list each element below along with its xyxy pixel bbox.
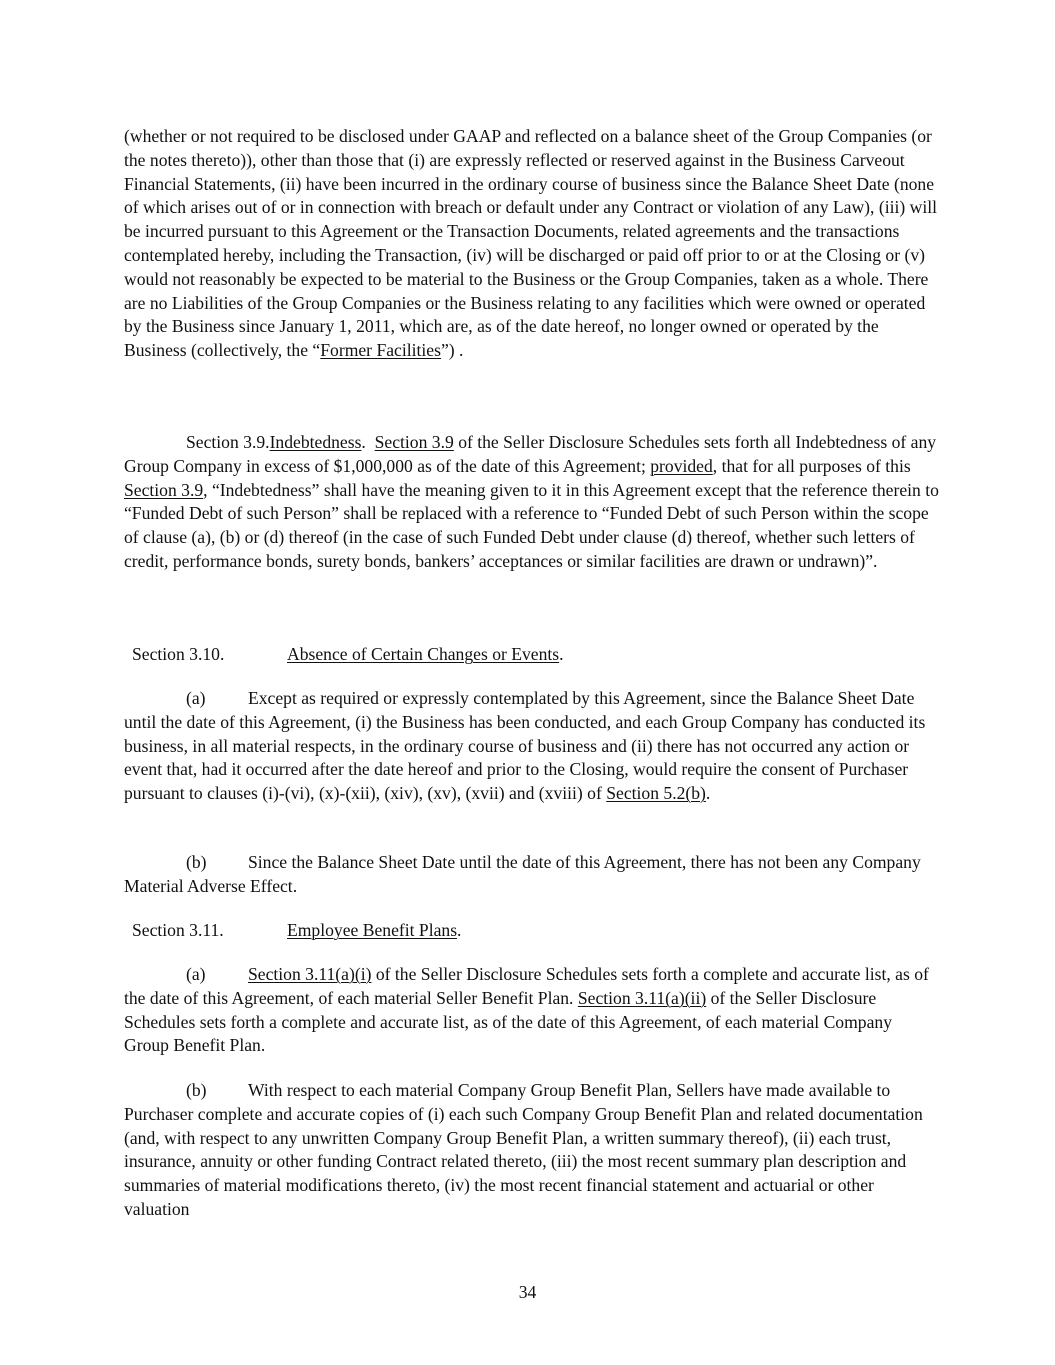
section-3-11-heading: Section 3.11. Employee Benefit Plans.	[132, 920, 462, 940]
section-3-9-title: Indebtedness	[269, 432, 362, 452]
paragraph-liabilities-continued: (whether or not required to be disclosed under GAAP and reflected on a balance sheet of the Group Companies (or the notes thereto)), other than those that (i) are expressly reflected or reserved against in the Business Carveout Financial Statements, (ii) have been incurred in the ordinary course of business since the Balance Sheet Date (none of which arises out of or in connection with breach or default under any Contract or violation of any Law), (iii) will be incurred pursuant to this Agreement or the Transaction Documents, related agreements and the transactions contemplated hereby, including the Transaction, (iv) will be discharged or paid off prior to or at the Closing or (v) would not reasonably be expected to be material to the Business or the Group Companies, taken as a whole. There are no Liabilities of the Group Companies or the Business relating to any facilities which were owned or operated by the Business since January 1, 2011, which are, as of the date hereof, no longer owned or operated by the Business (collectively, the “Former Facilities”) .	[124, 126, 937, 361]
provided-term: provided	[650, 455, 713, 476]
section-3-10-number: Section 3.10.	[132, 644, 225, 664]
defined-term-former-facilities: Former Facilities	[320, 340, 441, 361]
section-3-11-title: Employee Benefit Plans	[287, 920, 458, 940]
section-3-10-title: Absence of Certain Changes or Events	[287, 644, 560, 664]
section-3-11-b-paragraph: (b) With respect to each material Company Group Benefit Plan, Sellers have made available to Purchaser complete and accurate copies of (i) each such Company Group Benefit Plan and related documentation (and, with respect to any unwritten Company Group Benefit Plan, a written summary thereof), (ii) each trust, insurance, annuity or other funding Contract related thereto, (iii) the most recent summary plan description and summaries of material modifications thereto, (iv) the most recent financial statement and actuarial or other valuation	[124, 1080, 923, 1219]
clause-label: (a)	[186, 688, 206, 708]
section-ref: Section 5.2(b)	[606, 783, 706, 804]
clause-label: (b)	[186, 852, 207, 872]
clause-label: (b)	[186, 1080, 207, 1100]
section-3-9-paragraph: Section 3.9.Indebtedness. Section 3.9 of the Seller Disclosure Schedules sets forth all Indebtedness of any Group Company in excess of $1,000,000 as of the date of this Agreement; provided, that for all purposes of this Section 3.9, “Indebtedness” shall have the meaning given to it in this Agreement except that the reference therein to “Funded Debt of such Person” shall be replaced with a reference to “Funded Debt of such Person within the scope of clause (a), (b) or (d) thereof (in the case of such Funded Debt under clause (d) thereof, whether such letters of credit, performance bonds, surety bonds, bankers’ acceptances or similar facilities are drawn or undrawn)”.	[124, 432, 939, 571]
section-ref: Section 3.11(a)(i)	[248, 964, 372, 984]
page-number: 34	[518, 1282, 537, 1302]
section-3-10-heading: Section 3.10. Absence of Certain Changes or Events.	[132, 644, 564, 664]
section-ref: Section 3.9	[374, 432, 454, 452]
section-ref: Section 3.11(a)(ii)	[577, 987, 707, 1008]
section-3-10-b-paragraph: (b) Since the Balance Sheet Date until the date of this Agreement, there has not been any Company Material Adverse Effect.	[124, 852, 921, 896]
section-ref: Section 3.9	[124, 479, 204, 500]
clause-label: (a)	[186, 964, 206, 984]
section-3-10-a-paragraph: (a) Except as required or expressly contemplated by this Agreement, since the Balance Sheet Date until the date of this Agreement, (i) the Business has been conducted, and each Group Company has conducted its business, in all material respects, in the ordinary course of business and (ii) there has not occurred any action or event that, had it occurred after the date hereof and prior to the Closing, would require the consent of Purchaser pursuant to clauses (i)-(vi), (x)-(xii), (xiv), (xv), (xvii) and (xviii) of Section 5.2(b).	[124, 688, 926, 804]
section-3-11-number: Section 3.11.	[132, 920, 224, 940]
section-3-9-number: Section 3.9.	[186, 432, 270, 452]
section-3-11-a-paragraph: (a) Section 3.11(a)(i) of the Seller Disclosure Schedules sets forth a complete and accurate list, as of the date of this Agreement, of each material Seller Benefit Plan. Section 3.11(a)(ii) of the Seller Disclosure Schedules sets forth a complete and accurate list, as of the date of this Agreement, of each material Company Group Benefit Plan.	[124, 964, 929, 1056]
